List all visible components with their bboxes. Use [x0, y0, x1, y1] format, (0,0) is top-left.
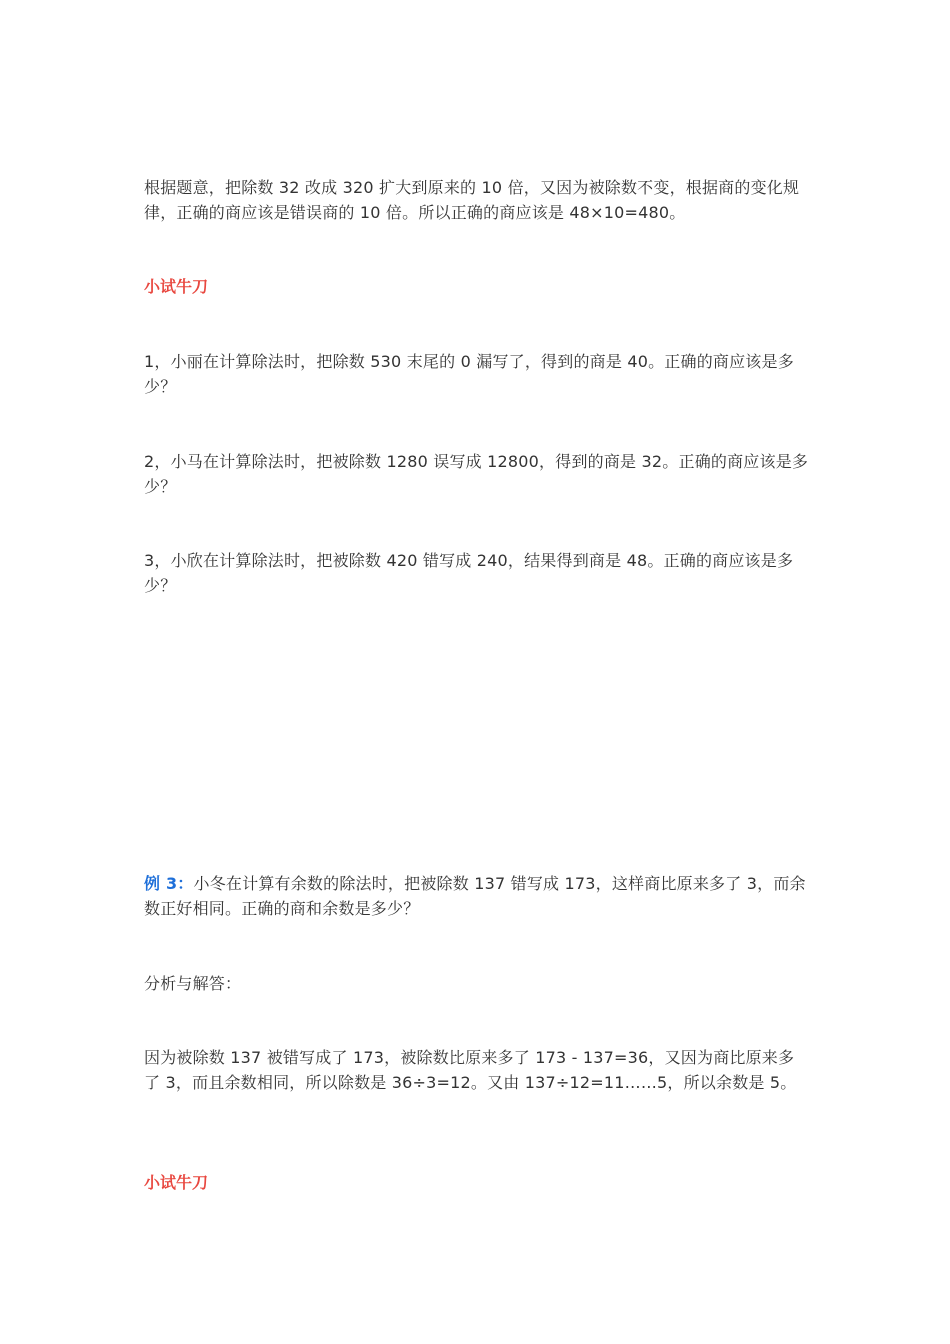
example-label: 例 3： — [144, 874, 194, 893]
analysis-title: 分析与解答： — [144, 974, 242, 993]
exercise-question-2: 2，小马在计算除法时，把被除数 1280 误写成 12800，得到的商是 32。正确的商应该是多少？ — [144, 452, 809, 496]
exercise-question-1: 1，小丽在计算除法时，把除数 530 末尾的 0 漏写了，得到的商是 40。正确的商应该是多少？ — [144, 352, 794, 396]
section-heading-2: 小试牛刀 — [144, 1173, 209, 1192]
example-text: 小冬在计算有余数的除法时，把被除数 137 错写成 173，这样商比原来多了 3，而余数正好相同。正确的商和余数是多少？ — [144, 874, 806, 918]
section-heading: 小试牛刀 — [144, 277, 209, 296]
exercise-question-3: 3，小欣在计算除法时，把被除数 420 错写成 240，结果得到商是 48。正确的商应该是多少？ — [144, 551, 794, 595]
analysis-paragraph: 因为被除数 137 被错写成了 173，被除数比原来多了 173 - 137=36，又因为商比原来多了 3，而且余数相同，所以除数是 36÷3=12。又由 137÷12=11……5，所以余数是 5。 — [144, 1048, 797, 1092]
solution-paragraph: 根据题意，把除数 32 改成 320 扩大到原来的 10 倍，又因为被除数不变，根据商的变化规律，正确的商应该是错误商的 10 倍。所以正确的商应该是 48×10=480。 — [144, 178, 800, 222]
example-3-paragraph — [144, 871, 809, 921]
